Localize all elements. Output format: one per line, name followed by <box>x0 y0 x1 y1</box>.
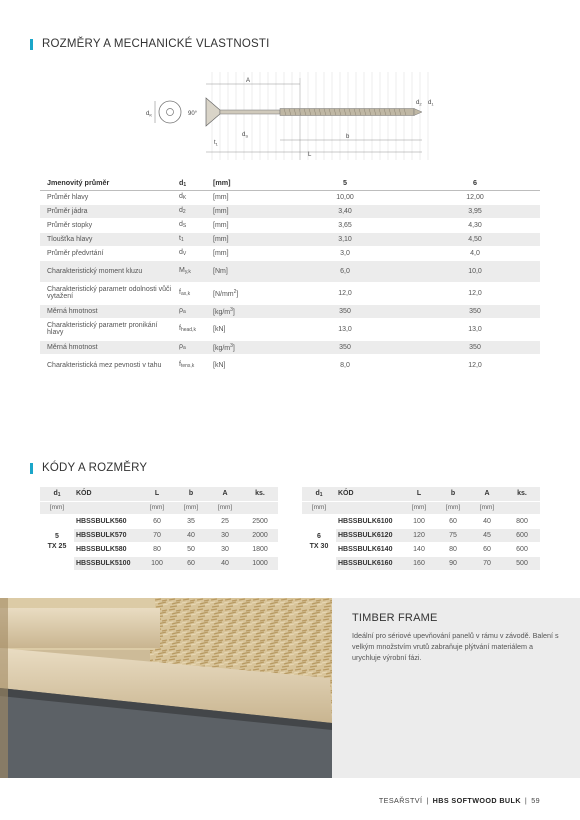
section-title-text: ROZMĚRY A MECHANICKÉ VLASTNOSTI <box>42 38 270 50</box>
table-row <box>40 190 540 204</box>
timber-frame-info-panel <box>332 598 580 778</box>
property-symbol: $d_K$ <box>172 190 206 204</box>
footer-page-number: 59 <box>531 796 540 805</box>
property-symbol: $f_{head,k}$ <box>172 318 206 340</box>
property-unit: [mm] <box>206 218 280 232</box>
table-row <box>40 318 540 340</box>
section-title-codes <box>30 462 147 474</box>
value-size-6: 3,95 <box>410 204 540 218</box>
property-name: Průměr jádra <box>40 204 172 218</box>
screw-head-top-view <box>159 101 181 123</box>
length-L: 60 <box>140 514 174 528</box>
dimension-A: 60 <box>470 542 504 556</box>
pieces: 1000 <box>242 556 278 570</box>
property-unit: [kN] <box>206 354 280 376</box>
product-code: HBSSBULK560 <box>74 514 140 528</box>
property-symbol: $f_{ax,k}$ <box>172 282 206 304</box>
header-d1: $d_1$ <box>302 487 336 501</box>
label-L: L <box>308 152 312 158</box>
header-nominal-diameter: Jmenovitý průměr <box>40 176 172 190</box>
codes-table-size-6 <box>302 487 540 570</box>
thread-b: 60 <box>436 514 470 528</box>
info-description: Ideální pro sériové upevňování panelů v rámu v závodě. Balení s velkým množstvím vrutů zabraňuje plýtvání materiálem a urychluje výrobní fázi. <box>352 631 559 662</box>
units-row <box>302 501 540 514</box>
footer-section: TESAŘSTVÍ <box>378 796 423 805</box>
product-code: HBSSBULK6140 <box>336 542 402 556</box>
header-b: b <box>436 487 470 501</box>
length-L: 140 <box>402 542 436 556</box>
dimension-A: 40 <box>470 514 504 528</box>
unit-A: [mm] <box>208 501 242 514</box>
property-name: Tloušťka hlavy <box>40 232 172 246</box>
dimension-A: 70 <box>470 556 504 570</box>
screw-head-side <box>206 98 220 126</box>
length-L: 120 <box>402 528 436 542</box>
label-ds: $d_S$ <box>242 132 249 139</box>
screw-technical-drawing <box>140 72 440 164</box>
property-unit: [mm] <box>206 190 280 204</box>
label-b: b <box>346 134 350 140</box>
screw-shank <box>220 110 280 114</box>
product-code: HBSSBULK5100 <box>74 556 140 570</box>
thread-b: 35 <box>174 514 208 528</box>
property-name: Charakteristická mez pevnosti v tahu <box>40 354 172 376</box>
unit-b: [mm] <box>436 501 470 514</box>
value-size-5: 13,0 <box>280 318 410 340</box>
pieces: 1800 <box>242 542 278 556</box>
property-symbol: $\rho_a$ <box>172 304 206 318</box>
property-name: Charakteristický parametr pronikání hlavy <box>40 318 172 340</box>
group-label: 6 TX 30 <box>302 514 336 570</box>
table-row <box>40 528 278 542</box>
property-name: Průměr předvrtání <box>40 246 172 260</box>
table-row <box>40 514 278 528</box>
property-unit: $[kg/m^3]$ <box>206 340 280 354</box>
property-name: Průměr stopky <box>40 218 172 232</box>
product-code: HBSSBULK6160 <box>336 556 402 570</box>
value-size-6: 4,50 <box>410 232 540 246</box>
value-size-6: 12,0 <box>410 354 540 376</box>
accent-bar <box>30 463 33 474</box>
table-row <box>302 542 540 556</box>
value-size-6: 13,0 <box>410 318 540 340</box>
table-header-row <box>40 176 540 190</box>
value-size-5: 12,0 <box>280 282 410 304</box>
unit-A: [mm] <box>470 501 504 514</box>
value-size-5: 350 <box>280 304 410 318</box>
table-row <box>40 232 540 246</box>
screw-tip <box>414 109 422 116</box>
thread-b: 50 <box>174 542 208 556</box>
table-row <box>40 542 278 556</box>
header-L: L <box>140 487 174 501</box>
pieces: 2500 <box>242 514 278 528</box>
value-size-6: 4,0 <box>410 246 540 260</box>
product-code: HBSSBULK6120 <box>336 528 402 542</box>
timber-frame-photo <box>0 598 332 778</box>
table-row <box>302 556 540 570</box>
property-name: Měrná hmotnost <box>40 304 172 318</box>
value-size-6: 10,0 <box>410 260 540 282</box>
property-name: Charakteristický moment kluzu <box>40 260 172 282</box>
property-unit: $[kg/m^3]$ <box>206 304 280 318</box>
dimension-A: 30 <box>208 528 242 542</box>
product-code: HBSSBULK580 <box>74 542 140 556</box>
pieces: 2000 <box>242 528 278 542</box>
property-symbol: $M_{y,k}$ <box>172 260 206 282</box>
codes-header-row <box>40 487 278 501</box>
unit-d1: [mm] <box>40 501 74 514</box>
header-code: KÓD <box>74 487 140 501</box>
pieces: 600 <box>504 528 540 542</box>
value-size-5: 3,10 <box>280 232 410 246</box>
header-pieces: ks. <box>504 487 540 501</box>
length-L: 80 <box>140 542 174 556</box>
dimension-A: 45 <box>470 528 504 542</box>
timber-beam-top <box>0 608 160 648</box>
table-row <box>40 354 540 376</box>
table-row <box>40 260 540 282</box>
length-L: 160 <box>402 556 436 570</box>
units-row <box>40 501 278 514</box>
header-code: KÓD <box>336 487 402 501</box>
thread-b: 60 <box>174 556 208 570</box>
thread-b: 90 <box>436 556 470 570</box>
unit-L: [mm] <box>140 501 174 514</box>
value-size-5: 3,65 <box>280 218 410 232</box>
property-name: Charakteristický parametr odolnosti vůči vytažení <box>40 282 172 304</box>
value-size-6: 4,30 <box>410 218 540 232</box>
header-size-6: 6 <box>410 176 540 190</box>
header-A: A <box>470 487 504 501</box>
length-L: 100 <box>402 514 436 528</box>
thread-b: 75 <box>436 528 470 542</box>
table-row <box>40 304 540 318</box>
product-code: HBSSBULK6100 <box>336 514 402 528</box>
pieces: 500 <box>504 556 540 570</box>
value-size-6: 350 <box>410 304 540 318</box>
table-row <box>40 218 540 232</box>
group-label: 5 TX 25 <box>40 514 74 570</box>
property-symbol: $d_S$ <box>172 218 206 232</box>
property-unit: [mm] <box>206 246 280 260</box>
table-row <box>40 340 540 354</box>
page-footer: TESAŘSTVÍ | HBS SOFTWOOD BULK | 59 <box>378 796 540 805</box>
header-b: b <box>174 487 208 501</box>
pieces: 800 <box>504 514 540 528</box>
value-size-5: 350 <box>280 340 410 354</box>
header-symbol: $d_1$ <box>172 176 206 190</box>
unit-empty <box>504 501 540 514</box>
value-size-5: 6,0 <box>280 260 410 282</box>
value-size-6: 350 <box>410 340 540 354</box>
accent-bar <box>30 39 33 50</box>
pieces: 600 <box>504 542 540 556</box>
header-A: A <box>208 487 242 501</box>
property-unit: [Nm] <box>206 260 280 282</box>
value-size-6: 12,0 <box>410 282 540 304</box>
label-d2: $d_2$ <box>416 100 422 107</box>
unit-b: [mm] <box>174 501 208 514</box>
label-angle: 90° <box>188 111 198 117</box>
value-size-5: 3,0 <box>280 246 410 260</box>
header-size-5: 5 <box>280 176 410 190</box>
table-row <box>302 528 540 542</box>
property-name: Měrná hmotnost <box>40 340 172 354</box>
header-unit: [mm] <box>206 176 280 190</box>
unit-empty <box>74 501 140 514</box>
value-size-5: 10,00 <box>280 190 410 204</box>
dimension-A: 25 <box>208 514 242 528</box>
table-row <box>40 556 278 570</box>
property-symbol: $f_{tens,k}$ <box>172 354 206 376</box>
property-symbol: $\rho_a$ <box>172 340 206 354</box>
label-dk: $d_K$ <box>146 111 153 118</box>
unit-d1: [mm] <box>302 501 336 514</box>
label-A: A <box>246 78 251 84</box>
value-size-5: 8,0 <box>280 354 410 376</box>
property-symbol: $d_2$ <box>172 204 206 218</box>
codes-table-size-5 <box>40 487 278 570</box>
thread-b: 80 <box>436 542 470 556</box>
section-title-text: KÓDY A ROZMĚRY <box>42 462 148 474</box>
value-size-5: 3,40 <box>280 204 410 218</box>
table-row <box>40 246 540 260</box>
section-title-dimensions <box>30 38 270 50</box>
dimension-A: 30 <box>208 542 242 556</box>
length-L: 100 <box>140 556 174 570</box>
product-code: HBSSBULK570 <box>74 528 140 542</box>
label-d1: $d_1$ <box>428 100 434 107</box>
property-unit: [mm] <box>206 204 280 218</box>
table-row <box>40 282 540 304</box>
property-symbol: $d_V$ <box>172 246 206 260</box>
property-name: Průměr hlavy <box>40 190 172 204</box>
unit-L: [mm] <box>402 501 436 514</box>
wood-grain <box>212 72 428 160</box>
table-row <box>302 514 540 528</box>
dimension-A: 40 <box>208 556 242 570</box>
property-unit: [mm] <box>206 232 280 246</box>
thread-b: 40 <box>174 528 208 542</box>
property-symbol: $t_1$ <box>172 232 206 246</box>
value-size-6: 12,00 <box>410 190 540 204</box>
header-d1: $d_1$ <box>40 487 74 501</box>
header-L: L <box>402 487 436 501</box>
unit-empty <box>242 501 278 514</box>
mechanical-properties-table <box>40 176 540 377</box>
table-row <box>40 204 540 218</box>
unit-empty <box>336 501 402 514</box>
codes-header-row <box>302 487 540 501</box>
label-t1: $t_1$ <box>214 140 218 147</box>
property-unit: $[N/mm^2]$ <box>206 282 280 304</box>
property-unit: [kN] <box>206 318 280 340</box>
header-pieces: ks. <box>242 487 278 501</box>
length-L: 70 <box>140 528 174 542</box>
info-title: TIMBER FRAME <box>352 612 438 624</box>
footer-product: HBS SOFTWOOD BULK <box>432 796 521 805</box>
